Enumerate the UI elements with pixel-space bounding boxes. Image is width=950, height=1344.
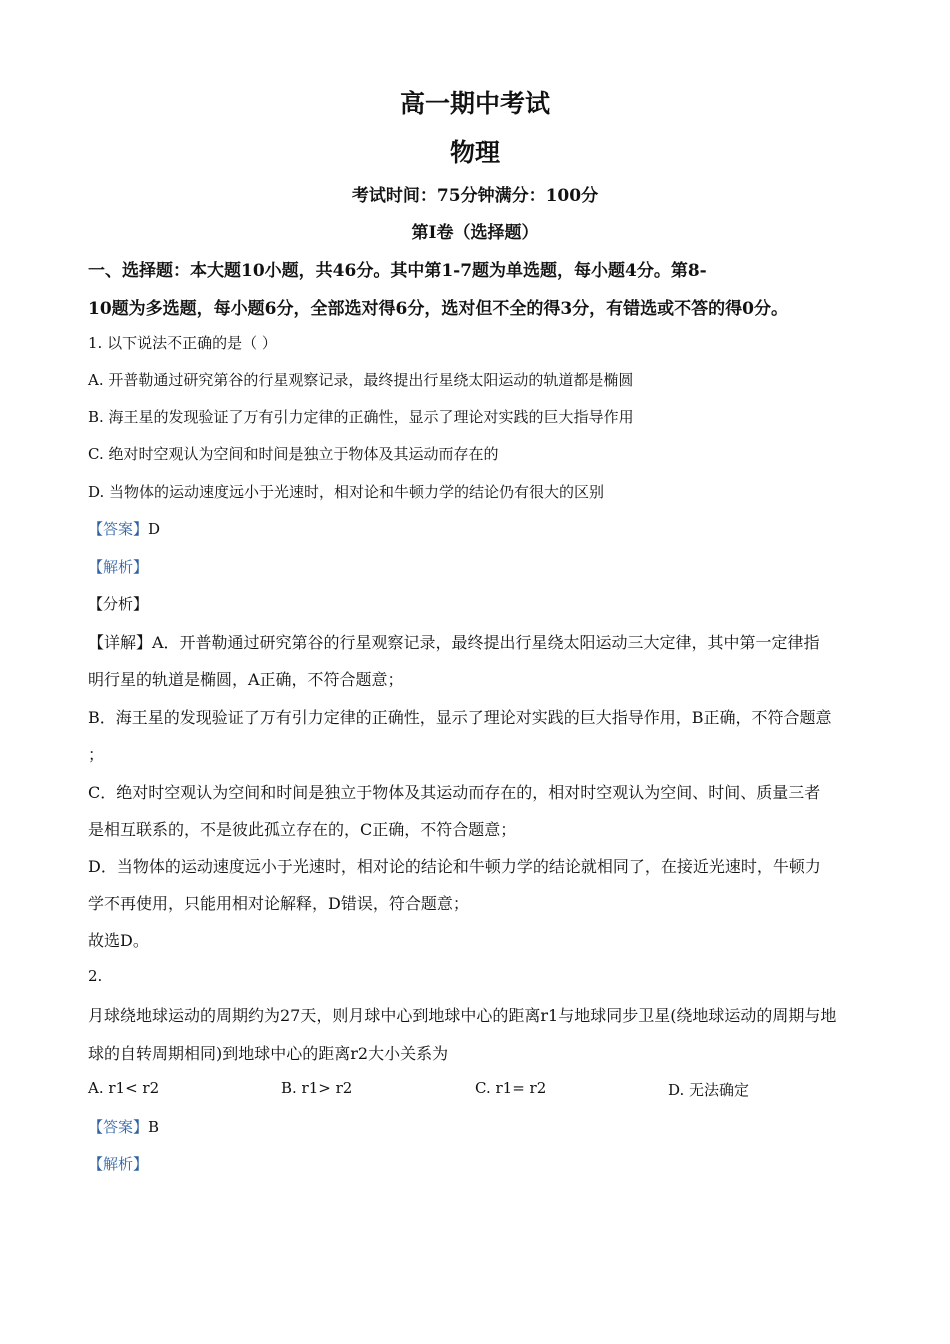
question-2-answer — [88, 1116, 159, 1137]
question-2-analysis-tag: 【解析】 — [88, 1155, 149, 1173]
question-2-option-c: C. r1= r2 — [475, 1079, 547, 1097]
question-2-option-d: D. 无法确定 — [668, 1081, 750, 1099]
detail-line-1: 【详解】A．开普勒通过研究第谷的行星观察记录，最终提出行星绕太阳运动三大定律，其中第一定律指 — [88, 633, 820, 652]
question-1-option-d: D. 当物体的运动速度远小于光速时，相对论和牛顿力学的结论仍有很大的区别 — [88, 483, 605, 501]
answer-value: D — [148, 520, 161, 538]
detail-line-2: 明行星的轨道是椭圆，A正确，不符合题意； — [88, 670, 404, 689]
question-1-fenxi-tag: 【分析】 — [88, 595, 149, 613]
question-2-option-a: A. r1< r2 — [88, 1079, 160, 1097]
exam-title: 高一期中考试 — [399, 89, 550, 118]
question-1-option-a: A. 开普勒通过研究第谷的行星观察记录，最终提出行星绕太阳运动的轨道都是椭圆 — [88, 371, 634, 389]
section-heading-line-2: 10题为多选题，每小题6分，全部选对得6分，选对但不全的得3分，有错选或不答的得0分。 — [88, 299, 788, 319]
question-2-option-b: B. r1> r2 — [281, 1079, 353, 1097]
question-1-stem: 1. 以下说法不正确的是（ ） — [88, 334, 277, 352]
detail-line-5: C．绝对时空观认为空间和时间是独立于物体及其运动而存在的，相对时空观认为空间、时间、质量三者 — [88, 783, 821, 802]
question-1-answer — [88, 518, 160, 539]
answer-tag: 【答案】 — [88, 520, 149, 538]
question-2-number: 2. — [88, 967, 103, 985]
detail-line-3: B．海王星的发现验证了万有引力定律的正确性，显示了理论对实践的巨大指导作用，B正确，不符合题意 — [88, 708, 832, 727]
answer-value: B — [148, 1118, 160, 1136]
question-1-option-b: B. 海王星的发现验证了万有引力定律的正确性，显示了理论对实践的巨大指导作用 — [88, 408, 634, 426]
subject-title: 物理 — [449, 138, 500, 167]
detail-line-9: 故选D。 — [88, 931, 149, 950]
detail-line-4: ； — [88, 745, 105, 764]
detail-line-6: 是相互联系的，不是彼此孤立存在的，C正确，不符合题意； — [88, 820, 517, 839]
section-heading-line-1: 一、选择题：本大题10小题，共46分。其中第1-7题为单选题，每小题4分。第8- — [88, 261, 707, 281]
question-2-stem-line-2: 球的自转周期相同)到地球中心的距离r2大小关系为 — [88, 1044, 449, 1063]
question-1-analysis-tag: 【解析】 — [88, 558, 149, 576]
detail-line-8: 学不再使用，只能用相对论解释，D错误，符合题意； — [88, 894, 469, 913]
detail-line-7: D．当物体的运动速度远小于光速时，相对论的结论和牛顿力学的结论就相同了，在接近光速时，牛顿力 — [88, 857, 821, 876]
answer-tag: 【答案】 — [88, 1118, 149, 1136]
exam-info: 考试时间：75分钟满分：100分 — [351, 186, 599, 206]
volume-heading: 第I卷（选择题） — [411, 223, 539, 243]
question-1-option-c: C. 绝对时空观认为空间和时间是独立于物体及其运动而存在的 — [88, 445, 499, 463]
question-2-stem-line-1: 月球绕地球运动的周期约为27天，则月球中心到地球中心的距离r1与地球同步卫星(绕地球运动的周期与地 — [88, 1006, 837, 1025]
